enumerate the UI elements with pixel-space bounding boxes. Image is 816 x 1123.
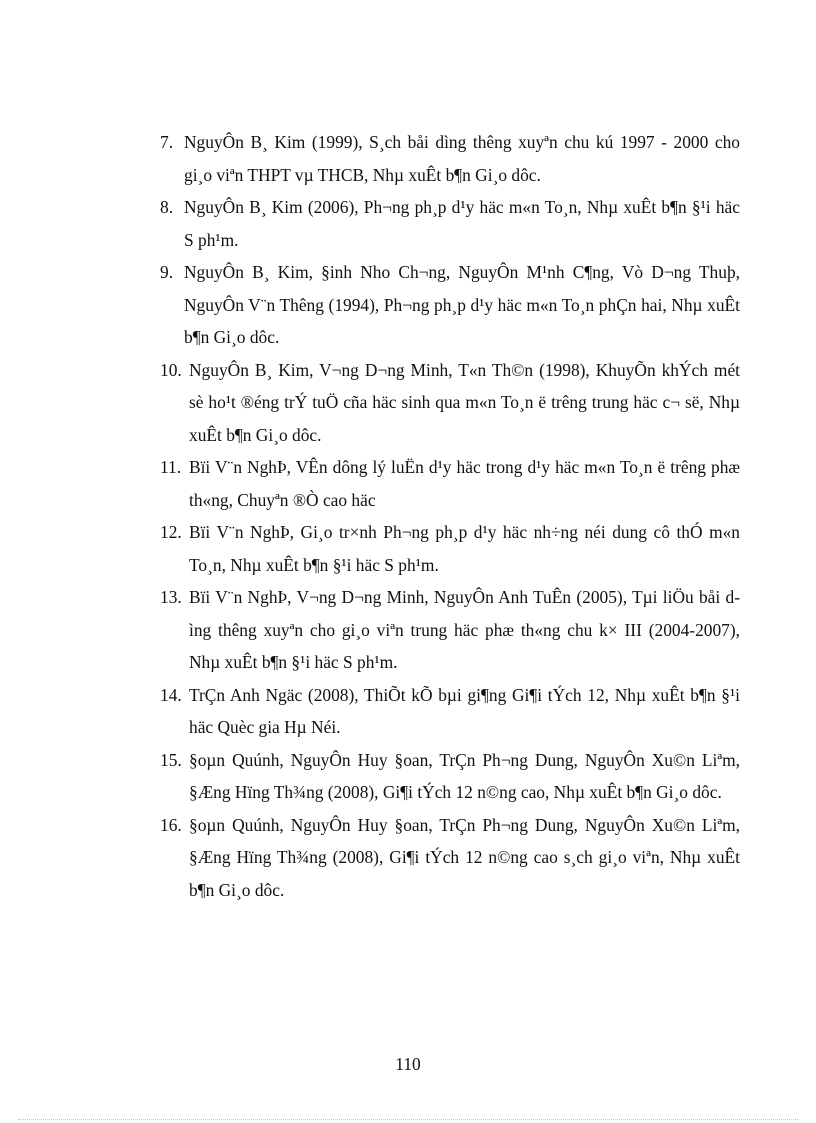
- reference-text: Bïi V¨n NghÞ, V¬ng D¬ng Minh, NguyÔn Anh TuÊn (2005), Tµi liÖu båi dìng thêng xuyªn cho gi¸o viªn trung häc phæ th«ng chu k× III (2004-2007), Nhµ xuÊt b¶n §¹i häc S ph¹m.: [189, 587, 740, 672]
- reference-item-10: [160, 354, 740, 452]
- reference-item-15: [160, 744, 740, 809]
- reference-number: 16.: [160, 814, 182, 835]
- page-number: 110: [395, 1054, 421, 1074]
- reference-list: [160, 126, 740, 906]
- reference-number: 13.: [160, 587, 182, 607]
- reference-item-9: [160, 256, 740, 354]
- reference-number: 14.: [160, 684, 182, 705]
- reference-text: NguyÔn B¸ Kim (1999), S¸ch båi dìng thêng xuyªn chu kú 1997 - 2000 cho gi¸o viªn THPT vµ THCB, Nhµ xuÊt b¶n Gi¸o dôc.: [184, 132, 740, 185]
- reference-text: §oµn Quúnh, NguyÔn Huy §oan, TrÇn Ph¬ng Dung, NguyÔn Xu©n Liªm, §Æng Hïng Th¾ng (2008), Gi¶i tÝch 12 n©ng cao s¸ch gi¸o viªn, Nhµ xuÊt b¶n Gi¸o dôc.: [189, 814, 740, 900]
- reference-text: §oµn Quúnh, NguyÔn Huy §oan, TrÇn Ph¬ng Dung, NguyÔn Xu©n Liªm, §Æng Hïng Th¾ng (2008), Gi¶i tÝch 12 n©ng cao, Nhµ xuÊt b¶n Gi¸o dôc.: [189, 749, 740, 802]
- reference-item-16: [160, 809, 740, 907]
- reference-number: 11.: [160, 457, 182, 477]
- reference-item-13: [160, 581, 740, 679]
- reference-text: TrÇn Anh Ngäc (2008), ThiÕt kÕ bµi gi¶ng Gi¶i tÝch 12, Nhµ xuÊt b¶n §¹i häc Quèc gia Hµ Néi.: [189, 684, 740, 737]
- reference-item-12: [160, 516, 740, 581]
- reference-text: NguyÔn B¸ Kim (2006), Ph¬ng ph¸p d¹y häc m«n To¸n, Nhµ xuÊt b¶n §¹i häc S ph¹m.: [184, 197, 740, 250]
- reference-text: NguyÔn B¸ Kim, V¬ng D¬ng Minh, T«n Th©n (1998), KhuyÕn khÝch mét sè ho¹t ®éng trÝ tuÖ cña häc sinh qua m«n To¸n ë trêng trung häc c¬ së, Nhµ xuÊt b¶n Gi¸o dôc.: [189, 359, 740, 445]
- reference-number: 12.: [160, 522, 182, 542]
- reference-number: 8.: [160, 197, 174, 217]
- page-bottom-divider: [18, 1119, 798, 1120]
- reference-item-14: [160, 679, 740, 744]
- reference-number: 10.: [160, 359, 182, 380]
- reference-item-11: [160, 451, 740, 516]
- reference-number: 9.: [160, 262, 174, 282]
- reference-text: Bïi V¨n NghÞ, Gi¸o tr×nh Ph¬ng ph¸p d¹y häc nh÷ng néi dung cô thÓ m«n To¸n, Nhµ xuÊt b¶n §¹i häc S ph¹m.: [189, 522, 740, 575]
- reference-item-7: [160, 126, 740, 191]
- reference-text: Bïi V¨n NghÞ, VÊn dông lý luËn d¹y häc trong d¹y häc m«n To¸n ë trêng phæ th«ng, Chuyªn ®Ò cao häc: [189, 457, 740, 510]
- reference-text: NguyÔn B¸ Kim, §inh Nho Ch¬ng, NguyÔn M¹nh C¶ng, Vò D¬ng Thuþ, NguyÔn V¨n Thêng (1994), Ph¬ng ph¸p d¹y häc m«n To¸n phÇn hai, Nhµ xuÊt b¶n Gi¸o dôc.: [184, 262, 740, 347]
- reference-item-8: [160, 191, 740, 256]
- reference-number: 7.: [160, 132, 174, 152]
- reference-number: 15.: [160, 749, 182, 770]
